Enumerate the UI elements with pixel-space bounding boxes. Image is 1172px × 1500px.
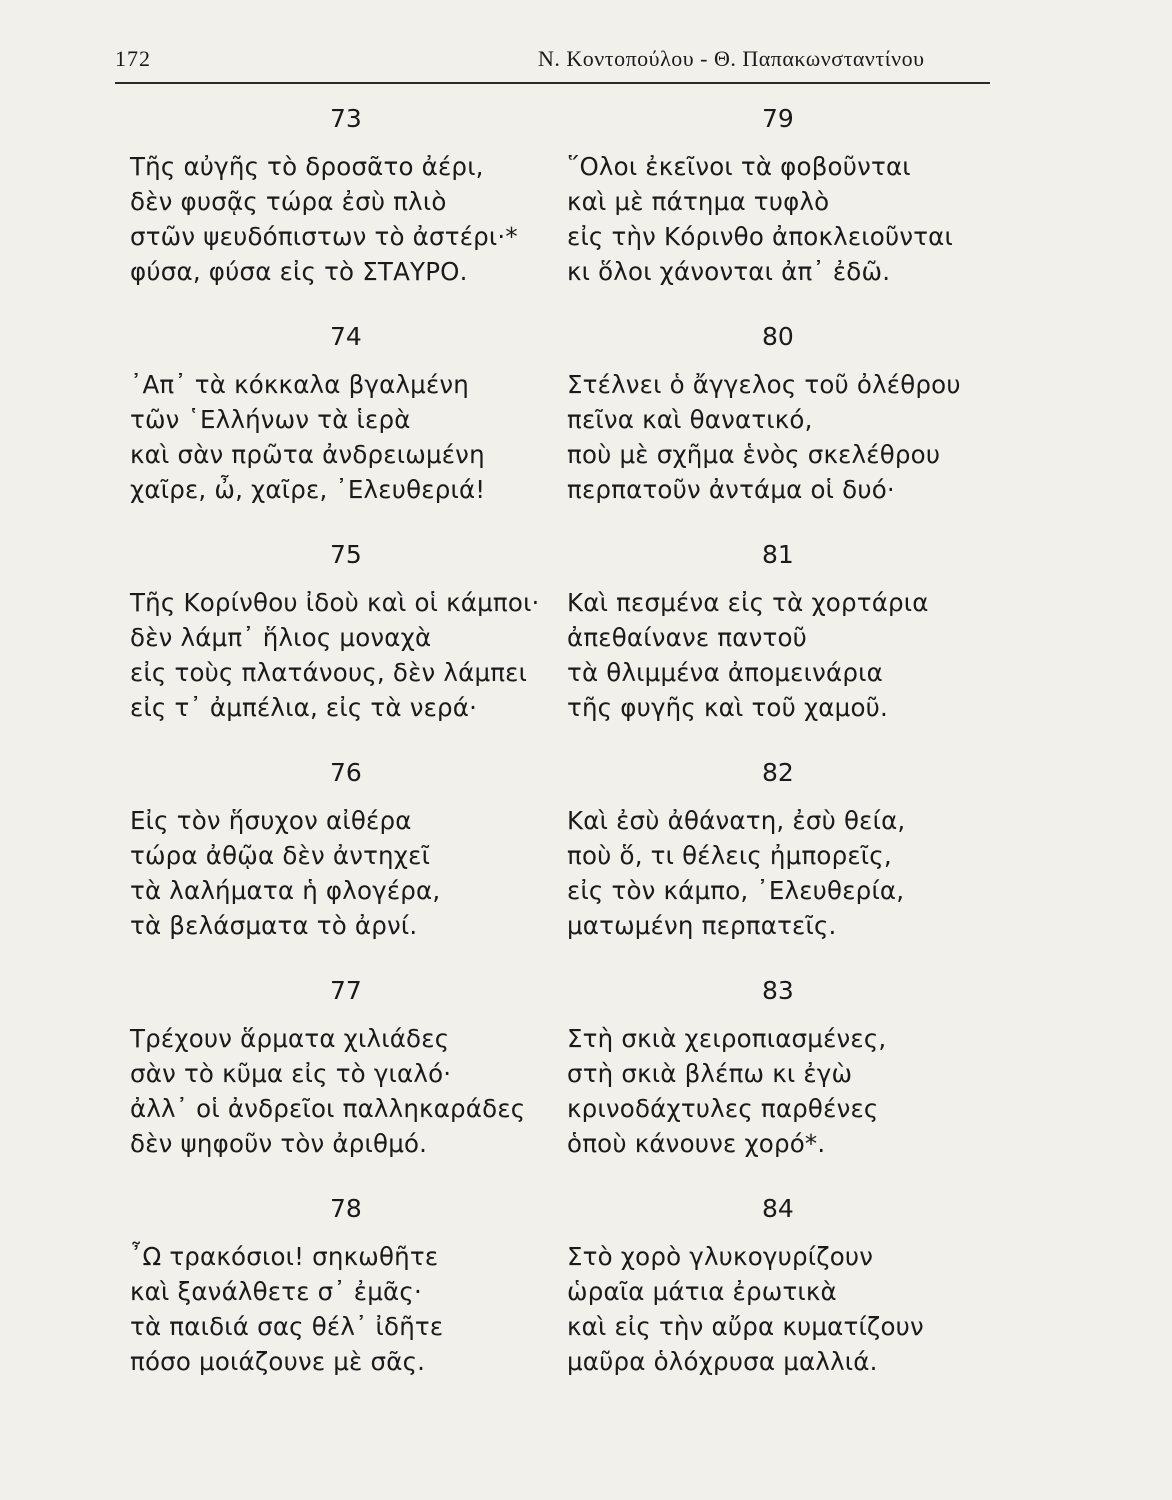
stanza: [130, 972, 570, 1190]
stanza-number: 83: [762, 976, 794, 1005]
verse-line: εἰς τοὺς πλατάνους, δὲν λάμπει: [130, 658, 528, 687]
stanza-number: 75: [330, 540, 362, 569]
verse-line: ῞Ολοι ἐκεῖνοι τὰ φοβοῦνται: [567, 152, 911, 181]
verse-line: ὁποὺ κάνουνε χορό*.: [567, 1129, 826, 1158]
verse-line: μαῦρα ὁλόχρυσα μαλλιά.: [567, 1347, 878, 1376]
verse-line: Καὶ πεσμένα εἰς τὰ χορτάρια: [567, 588, 929, 617]
verse-line: εἰς τ᾿ ἀμπέλια, εἰς τὰ νερά·: [130, 693, 478, 722]
stanza-number: 79: [762, 104, 794, 133]
stanza-number: 73: [330, 104, 362, 133]
stanza: [567, 536, 1007, 754]
verse-line: τὰ βελάσματα τὸ ἀρνί.: [130, 911, 418, 940]
stanza: [567, 318, 1007, 536]
verse-line: δὲν φυσᾷς τώρα ἐσὺ πλιὸ: [130, 187, 447, 216]
stanza-number: 76: [330, 758, 362, 787]
stanza-number: 82: [762, 758, 794, 787]
verse-line: εἰς τὴν Κόρινθο ἀποκλειοῦνται: [567, 222, 954, 251]
stanza-number: 80: [762, 322, 794, 351]
verse-line: ματωμένη περπατεῖς.: [567, 911, 837, 940]
verse-line: δὲν ψηφοῦν τὸν ἀριθμό.: [130, 1129, 428, 1158]
stanza: [567, 754, 1007, 972]
verse-line: φύσα, φύσα εἰς τὸ ΣΤΑΥΡΟ.: [130, 257, 468, 286]
verse-line: Τρέχουν ἅρματα χιλιάδες: [130, 1024, 450, 1053]
stanza: [130, 536, 570, 754]
verse-line: στῶν ψευδόπιστων τὸ ἀστέρι·*: [130, 222, 518, 251]
verse-line: τῶν ῾Ελλήνων τὰ ἱερὰ: [130, 405, 411, 434]
verse-line: καὶ μὲ πάτημα τυφλὸ: [567, 187, 830, 216]
verse-line: σὰν τὸ κῦμα εἰς τὸ γιαλό·: [130, 1059, 452, 1088]
stanza-number: 77: [330, 976, 362, 1005]
stanza: [130, 100, 570, 318]
left-column: [130, 100, 570, 1408]
verse-line: ὡραῖα μάτια ἐρωτικὰ: [567, 1277, 837, 1306]
stanza: [567, 972, 1007, 1190]
verse-line: πόσο μοιάζουνε μὲ σᾶς.: [130, 1347, 426, 1376]
stanza-number: 74: [330, 322, 362, 351]
verse-line: κρινοδάχτυλες παρθένες: [567, 1094, 879, 1123]
header-rule: [115, 82, 990, 84]
verse-line: Τῆς Κορίνθου ἰδοὺ καὶ οἱ κάμποι·: [130, 588, 540, 617]
verse-line: ᾿Απ᾿ τὰ κόκκαλα βγαλμένη: [130, 370, 470, 399]
verse-line: καὶ σὰν πρῶτα ἀνδρειωμένη: [130, 440, 485, 469]
page-number: 172: [115, 46, 151, 71]
stanza-number: 81: [762, 540, 794, 569]
verse-line: χαῖρε, ὦ, χαῖρε, ᾿Ελευθεριά!: [130, 475, 486, 504]
verse-line: Στὸ χορὸ γλυκογυρίζουν: [567, 1242, 874, 1271]
verse-line: Στὴ σκιὰ χειροπιασμένες,: [567, 1024, 887, 1053]
verse-line: τὰ θλιμμένα ἀπομεινάρια: [567, 658, 883, 687]
stanza-number: 84: [762, 1194, 794, 1223]
verse-line: κι ὅλοι χάνονται ἀπ᾿ ἐδῶ.: [567, 257, 891, 286]
running-head: Ν. Κοντοπούλου - Θ. Παπακωνσταντίνου: [538, 46, 925, 71]
stanza-number: 78: [330, 1194, 362, 1223]
verse-line: καὶ ξανάλθετε σ᾿ ἐμᾶς·: [130, 1277, 422, 1306]
stanza: [567, 100, 1007, 318]
verse-line: ἀπεθαίνανε παντοῦ: [567, 623, 808, 652]
stanza: [567, 1190, 1007, 1408]
verse-line: περπατοῦν ἀντάμα οἱ δυό·: [567, 475, 895, 504]
verse-line: Τῆς αὐγῆς τὸ δροσᾶτο ἀέρι,: [130, 152, 484, 181]
right-column: [567, 100, 1007, 1408]
verse-line: στὴ σκιὰ βλέπω κι ἐγὼ: [567, 1059, 853, 1088]
verse-line: Καὶ ἐσὺ ἀθάνατη, ἐσὺ θεία,: [567, 806, 906, 835]
stanza: [130, 754, 570, 972]
verse-line: καὶ εἰς τὴν αὔρα κυματίζουν: [567, 1312, 924, 1341]
verse-line: τὰ λαλήματα ἡ φλογέρα,: [130, 876, 441, 905]
verse-line: τῆς φυγῆς καὶ τοῦ χαμοῦ.: [567, 693, 888, 722]
verse-line: ποὺ ὅ, τι θέλεις ἠμπορεῖς,: [567, 841, 892, 870]
verse-line: εἰς τὸν κάμπο, ᾿Ελευθερία,: [567, 876, 905, 905]
stanza: [130, 318, 570, 536]
verse-line: τώρα ἀθῷα δὲν ἀντηχεῖ: [130, 841, 431, 870]
verse-line: ἀλλ᾿ οἱ ἀνδρεῖοι παλληκαράδες: [130, 1094, 526, 1123]
stanza: [130, 1190, 570, 1408]
verse-line: δὲν λάμπ᾿ ἥλιος μοναχὰ: [130, 623, 432, 652]
verse-line: πεῖνα καὶ θανατικό,: [567, 405, 813, 434]
verse-line: ποὺ μὲ σχῆμα ἑνὸς σκελέθρου: [567, 440, 941, 469]
verse-line: Εἰς τὸν ἥσυχον αἰθέρα: [130, 806, 412, 835]
verse-line: ῏Ω τρακόσιοι! σηκωθῆτε: [130, 1242, 439, 1271]
verse-line: τὰ παιδιά σας θέλ᾿ ἰδῆτε: [130, 1312, 444, 1341]
verse-line: Στέλνει ὁ ἄγγελος τοῦ ὀλέθρου: [567, 370, 961, 399]
